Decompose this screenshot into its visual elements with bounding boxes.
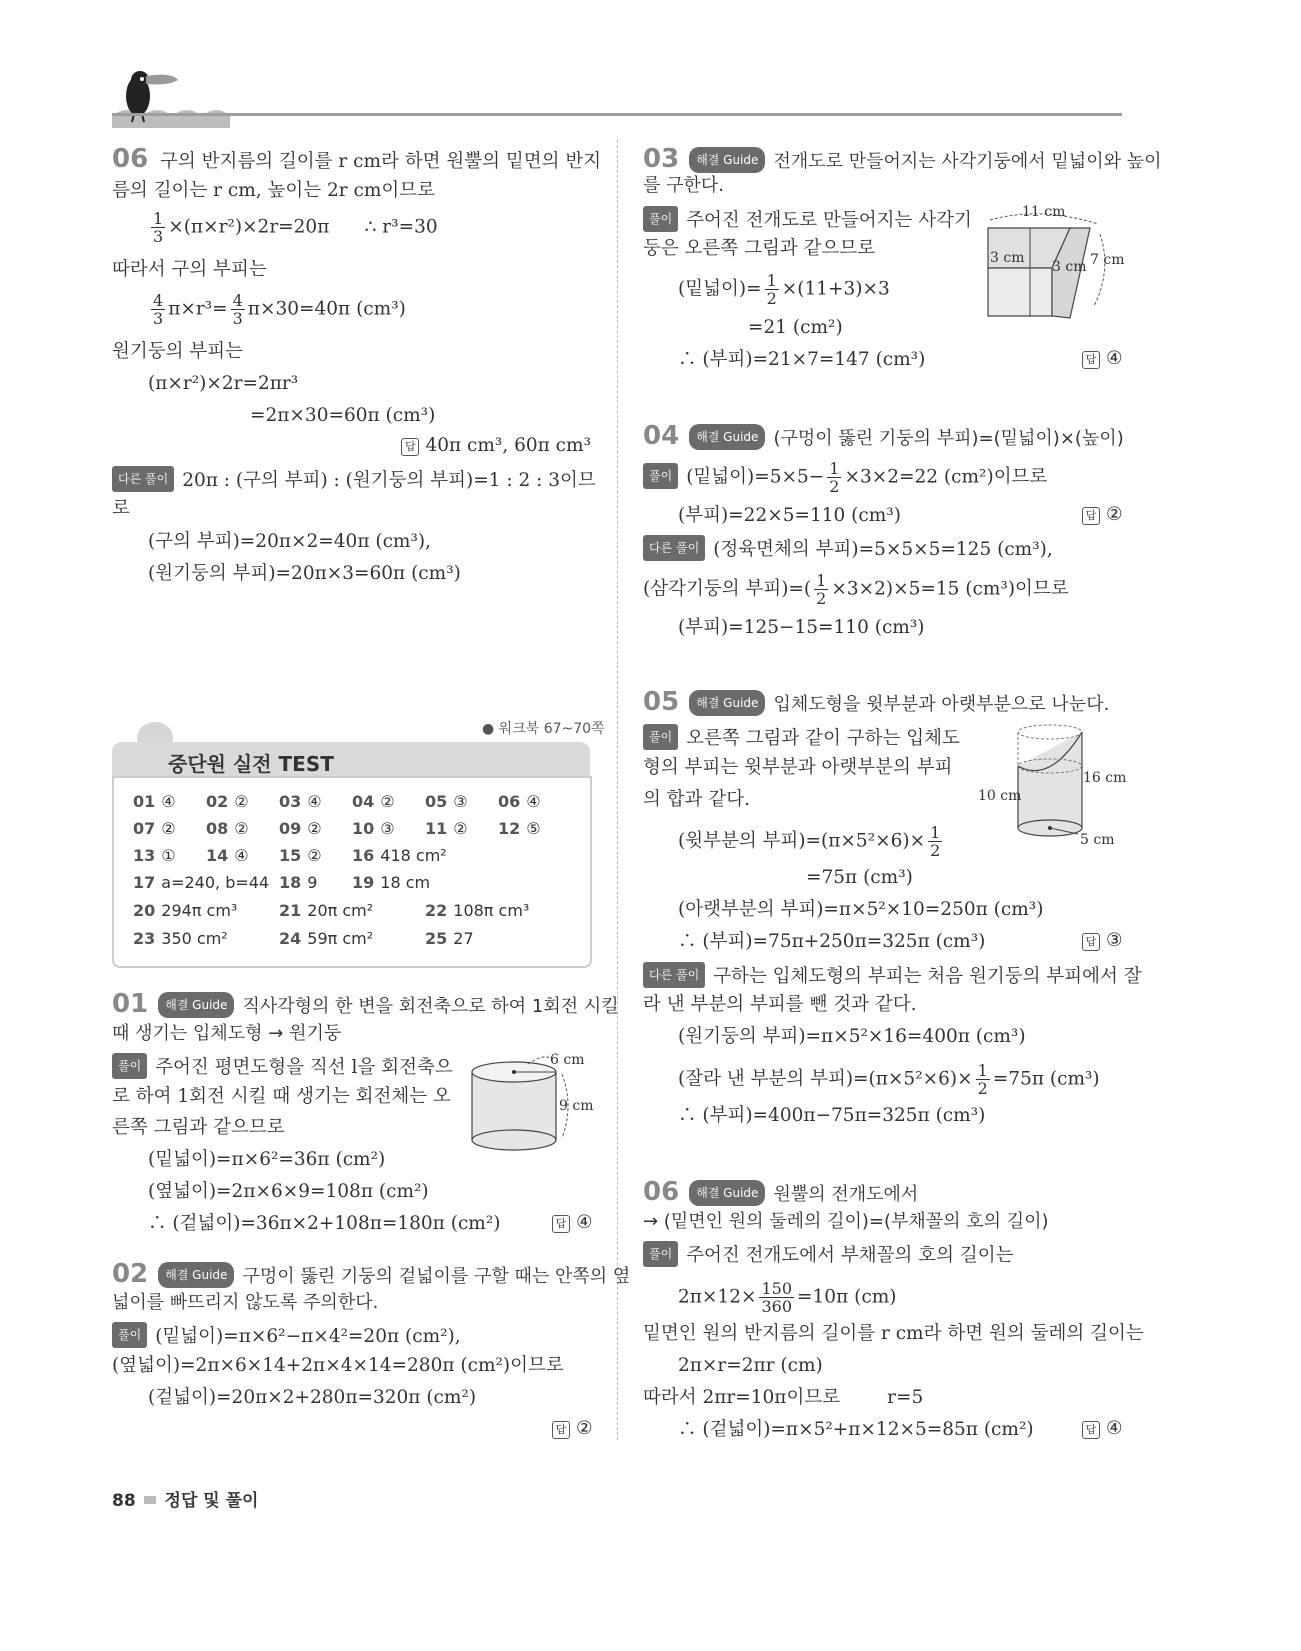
alt-solution-tag: 다른 풀이 [112,466,174,492]
figure-label: 16 cm [1083,770,1127,786]
alt-solution-tag: 다른 풀이 [643,535,705,561]
equation: 2π×r=2πr (cm) [678,1355,823,1376]
text-line: 주어진 평면도형을 직선 l을 회전축으 [155,1057,453,1078]
guide-text: 때 생기는 입체도형 → 원기둥 [112,1023,342,1044]
test-answer-cell: 14 ④ [206,846,249,865]
guide-badge: 해결 Guide [689,424,765,450]
equation: $\frac{1}{3}$ ×(π×r²)×2r=20π ∴ r³=30 [153,209,438,246]
footer [112,1486,258,1511]
test-answer-cell: 02 ② [206,792,249,811]
guide-text: 원뿔의 전개도에서 [773,1184,919,1205]
test-answer-cell: 06 ④ [498,792,541,811]
answer: 답 ② [552,1418,593,1439]
test-answer-cell: 04 ② [352,792,395,811]
test-answer-cell: 23 350 cm² [133,929,228,948]
text-line: 따라서 2πr=10π이므로 [643,1387,841,1408]
page-number: 88 [112,1491,136,1511]
equation: $\frac{4}{3}$ π×r³= $\frac{4}{3}$ π×30=40π (cm³) [153,291,406,328]
guide-text: → (밑면인 원의 둘레의 길이)=(부채꼴의 호의 길이) [643,1211,1049,1232]
guide-badge: 해결 Guide [689,690,765,716]
text-line: 따라서 구의 부피는 [112,259,267,280]
text-line: 의 합과 같다. [643,789,750,810]
figure-label: 6 cm [550,1052,585,1068]
figure-label: 7 cm [1090,252,1125,268]
text-line: 20π : (구의 부피) : (원기둥의 부피)=1 : 2 : 3이므 [182,470,596,491]
answer: 답 40π cm³, 60π cm³ [401,435,591,456]
equation: ∴ (부피)=21×7=147 (cm³) [678,349,926,370]
figure-label: 3 cm [990,250,1025,266]
equation: (윗부분의 부피)=(π×5²×6)× $\frac{1}{2}$ [678,823,941,860]
equation: (아랫부분의 부피)=π×5²×10=250π (cm³) [678,899,1044,920]
text-line: 름의 길이는 r cm, 높이는 2r cm이므로 [112,180,436,201]
answer: 답 ② [1082,504,1123,525]
figure-label: 9 cm [559,1098,594,1114]
text-line: 른쪽 그림과 같으므로 [112,1117,285,1138]
problem-number: 01 [112,989,149,1019]
equation: (겉넓이)=20π×2+280π=320π (cm²) [148,1387,477,1408]
figure-label: 11 cm [1022,204,1066,220]
test-answer-cell: 20 294π cm³ [133,901,238,920]
guide-badge: 해결 Guide [689,1180,765,1206]
text-line: 구의 반지름의 길이를 r cm라 하면 원뿔의 밑면의 반지 [159,151,602,172]
solution-tag: 풀이 [112,1322,147,1348]
problem-number: 05 [643,687,680,717]
test-answer-cell: 11 ② [425,819,468,838]
solution-tag: 풀이 [643,206,678,232]
text-line: 주어진 전개도로 만들어지는 사각기 [686,210,972,231]
answer: 답 ③ [1082,930,1123,951]
test-answer-cell: 13 ① [133,846,176,865]
test-answer-cell: 05 ③ [425,792,468,811]
equation: ∴ (부피)=75π+250π=325π (cm³) [678,931,986,952]
alt-solution-tag: 다른 풀이 [643,962,705,988]
text-line: 로 [112,498,130,519]
equation: (부피)=22×5=110 (cm³) [678,505,901,526]
guide-badge: 해결 Guide [158,1262,234,1288]
test-answer-cell: 16 418 cm² [352,846,447,865]
guide-text: 넓이를 빠뜨리지 않도록 주의한다. [112,1292,379,1313]
test-answer-cell: 01 ④ [133,792,176,811]
equation: r=5 [887,1387,924,1408]
guide-text: 직사각형의 한 변을 회전축으로 하여 1회전 시킬 [242,996,619,1017]
text-line: 구하는 입체도형의 부피는 처음 원기둥의 부피에서 잘 [713,966,1142,987]
footer-title: 정답 및 풀이 [164,1491,259,1511]
test-title: 중단원 실전 TEST [168,752,334,776]
test-answer-cell: 17 a=240, b=44 [133,873,270,892]
solution-tag: 풀이 [112,1053,147,1079]
test-answer-cell: 12 ⑤ [498,819,541,838]
equation: =75π (cm³) [806,867,913,888]
equation: (옆넓이)=2π×6×14+2π×4×14=280π (cm²)이므로 [112,1355,564,1376]
guide-text: 구멍이 뚫린 기둥의 겉넓이를 구할 때는 안쪽의 옆 [242,1266,631,1287]
test-answer-cell: 09 ② [279,819,322,838]
guide-badge: 해결 Guide [158,992,234,1018]
column-divider [617,140,618,1440]
solution-tag: 풀이 [643,463,678,489]
test-answer-cell: 25 27 [425,929,474,948]
figure-label: 10 cm [978,788,1022,804]
test-answer-cell: 08 ② [206,819,249,838]
toucan-icon [112,66,230,128]
equation: ∴ (부피)=400π−75π=325π (cm³) [678,1105,986,1126]
equation: (정육면체의 부피)=5×5×5=125 (cm³), [713,539,1053,560]
text-line: 원기둥의 부피는 [112,341,243,362]
problem-number: 02 [112,1259,149,1289]
solution-tag: 풀이 [643,724,678,750]
problem-number: 06 [112,144,149,174]
test-answer-cell: 03 ④ [279,792,322,811]
answer: 답 ④ [1082,348,1123,369]
answer: 답 ④ [552,1212,593,1233]
test-answer-cell: 22 108π cm³ [425,901,530,920]
guide-text: 전개도로 만들어지는 사각기둥에서 밑넓이와 높이 [773,151,1162,172]
figure-label: 5 cm [1080,832,1115,848]
equation: ∴ (겉넓이)=36π×2+108π=180π (cm²) [148,1213,501,1234]
test-answer-cell: 15 ② [279,846,322,865]
equation: (원기둥의 부피)=π×5²×16=400π (cm³) [678,1026,1026,1047]
answer: 답 ④ [1082,1418,1123,1439]
guide-text: 를 구한다. [643,175,724,196]
text-line: 밑면인 원의 반지름의 길이를 r cm라 하면 원의 둘레의 길이는 [643,1323,1144,1344]
problem-number: 03 [643,144,680,174]
text-line: 오른쪽 그림과 같이 구하는 입체도 [686,728,960,749]
equation: 2π×12× $\frac{150}{360}$ =10π (cm) [678,1279,897,1316]
problem-number: 06 [643,1177,680,1207]
guide-text: 입체도형을 윗부분과 아랫부분으로 나눈다. [773,694,1110,715]
equation: (밑넓이)=π×6²−π×4²=20π (cm²), [155,1326,461,1347]
text-line: 형의 부피는 윗부분과 아랫부분의 부피 [643,757,953,778]
equation: ∴ (겉넓이)=π×5²+π×12×5=85π (cm²) [678,1419,1034,1440]
equation: (밑넓이)= $\frac{1}{2}$ ×(11+3)×3 [678,271,890,308]
equation: =2π×30=60π (cm³) [250,405,436,426]
equation: (밑넓이)=π×6²=36π (cm²) [148,1149,386,1170]
test-answer-cell: 19 18 cm [352,873,431,892]
test-answer-cell: 21 20π cm² [279,901,374,920]
test-answer-cell: 18 9 [279,873,318,892]
text-line: 주어진 전개도에서 부채꼴의 호의 길이는 [686,1245,1014,1266]
figure-label: 3 cm [1052,259,1087,275]
workbook-ref: ● 워크북 67~70쪽 [482,721,605,737]
equation: =21 (cm²) [748,317,843,338]
equation: (구의 부피)=20π×2=40π (cm³), [148,531,431,552]
text-line: 둥은 오른쪽 그림과 같으므로 [643,238,876,259]
equation: (π×r²)×2r=2πr³ [148,373,299,394]
test-answer-cell: 07 ② [133,819,176,838]
solution-tag: 풀이 [643,1241,678,1267]
text-line: 로 하여 1회전 시킬 때 생기는 회전체는 오 [112,1086,451,1107]
equation: (삼각기둥의 부피)=( $\frac{1}{2}$ ×3×2)×5=15 (cm³)이므로 [643,571,1069,608]
equation: (원기둥의 부피)=20π×3=60π (cm³) [148,563,461,584]
equation: (옆넓이)=2π×6×9=108π (cm²) [148,1181,429,1202]
test-answer-cell: 10 ③ [352,819,395,838]
text-line: 라 낸 부분의 부피를 뺀 것과 같다. [643,994,917,1015]
equation: (부피)=125−15=110 (cm³) [678,617,925,638]
test-answer-cell: 24 59π cm² [279,929,374,948]
problem-number: 04 [643,421,680,451]
header-rule [112,113,1122,116]
guide-text: (구멍이 뚫린 기둥의 부피)=(밑넓이)×(높이) [773,428,1124,449]
equation: (잘라 낸 부분의 부피)=(π×5²×6)× $\frac{1}{2}$ =75π (cm³) [678,1061,1100,1098]
guide-badge: 해결 Guide [689,147,765,173]
